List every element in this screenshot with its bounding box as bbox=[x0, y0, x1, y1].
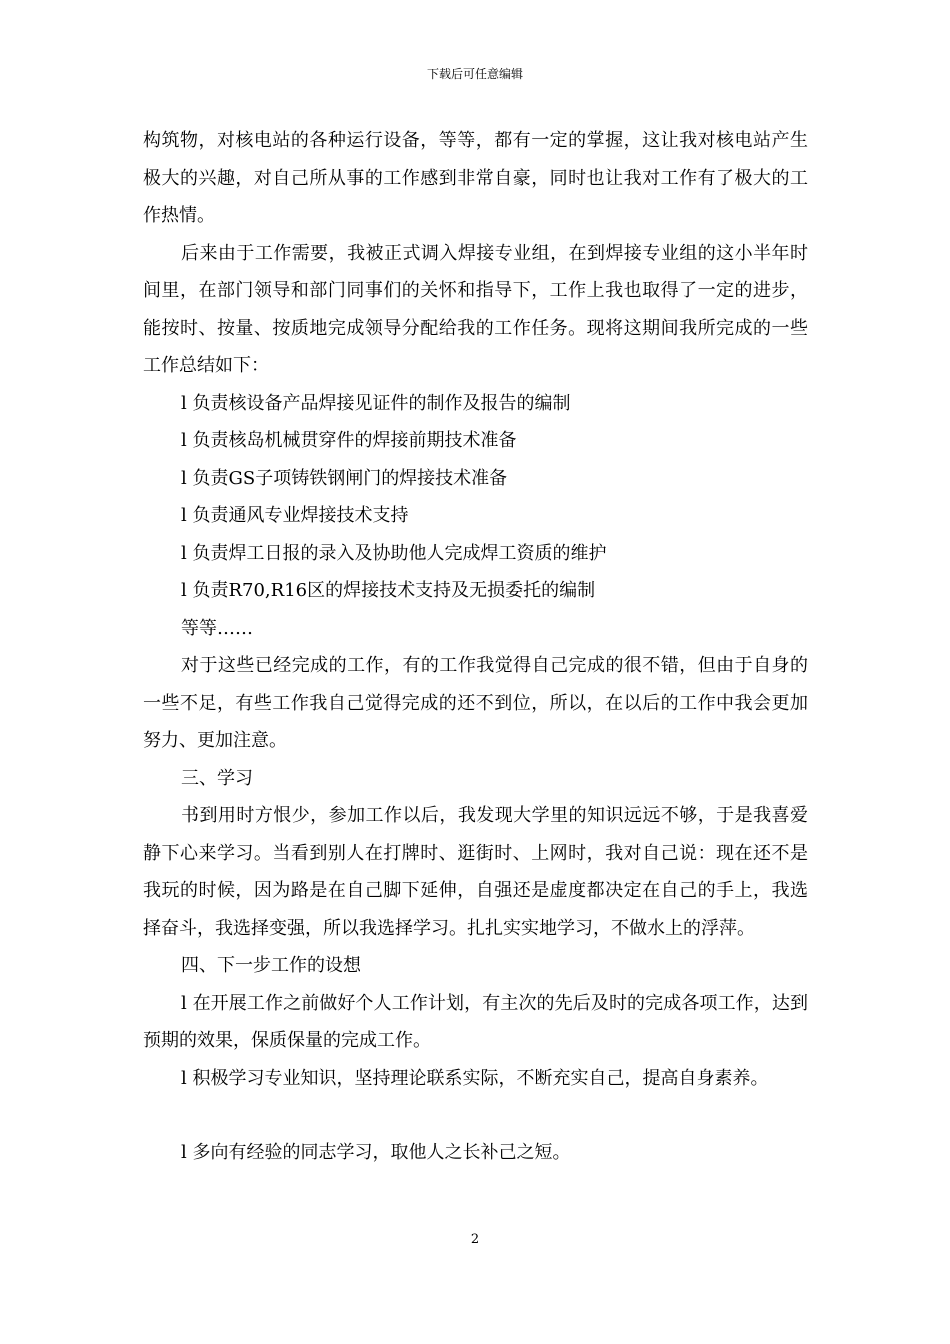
blank-line bbox=[143, 1097, 808, 1134]
section-heading-study: 三、学习 bbox=[181, 767, 253, 789]
list-item: l 负责核设备产品焊接见证件的制作及报告的编制 bbox=[181, 392, 571, 414]
paragraph-study: 书到用时方恨少，参加工作以后，我发现大学里的知识远远不够，于是我喜爱静下心来学习。当看到别人在打牌时、逛街时、上网时，我对自己说：现在还不是我玩的时候，因为路是在自己脚下延伸，自强还是虚度都决定在自己的手上，我选择奋斗，我选择变强，所以我选择学习。扎扎实实地学习，不做水上的浮萍。 bbox=[143, 805, 808, 939]
plan-item: l 在开展工作之前做好个人工作计划，有主次的先后及时的完成各项工作，达到预期的效果，保质保量的完成工作。 bbox=[143, 992, 808, 1051]
list-item: l 负责焊工日报的录入及协助他人完成焊工资质的维护 bbox=[181, 542, 607, 564]
paragraph-transfer: 后来由于工作需要，我被正式调入焊接专业组，在到焊接专业组的这小半年时间里，在部门领导和部门同事们的关怀和指导下，工作上我也取得了一定的进步，能按时、按量、按质地完成领导分配给我的工作任务。现将这期间我所完成的一些工作总结如下： bbox=[143, 242, 808, 376]
list-item: l 负责R70,R16区的焊接技术支持及无损委托的编制 bbox=[181, 580, 596, 601]
page-header: 下载后可任意编辑 bbox=[426, 67, 523, 81]
list-item: l 负责通风专业焊接技术支持 bbox=[181, 505, 409, 526]
etc-line: 等等…… bbox=[181, 617, 253, 639]
paragraph-continuation: 构筑物，对核电站的各种运行设备，等等，都有一定的掌握，这让我对核电站产生极大的兴趣，对自己所从事的工作感到非常自豪，同时也让我对工作有了极大的工作热情。 bbox=[143, 130, 808, 226]
plan-item: l 积极学习专业知识，坚持理论联系实际，不断充实自己，提高自身素养。 bbox=[181, 1067, 769, 1089]
section-heading-plan: 四、下一步工作的设想 bbox=[181, 955, 361, 976]
list-item: l 负责GS子项铸铁钢闸门的焊接技术准备 bbox=[181, 467, 508, 489]
list-item: l 负责核岛机械贯穿件的焊接前期技术准备 bbox=[181, 430, 517, 451]
document-body bbox=[143, 122, 808, 1172]
plan-item: l 多向有经验的同志学习，取他人之长补己之短。 bbox=[181, 1142, 571, 1163]
page-number: 2 bbox=[470, 1232, 480, 1247]
paragraph-reflection: 对于这些已经完成的工作，有的工作我觉得自己完成的很不错，但由于自身的一些不足，有些工作我自己觉得完成的还不到位，所以，在以后的工作中我会更加努力、更加注意。 bbox=[143, 655, 808, 751]
